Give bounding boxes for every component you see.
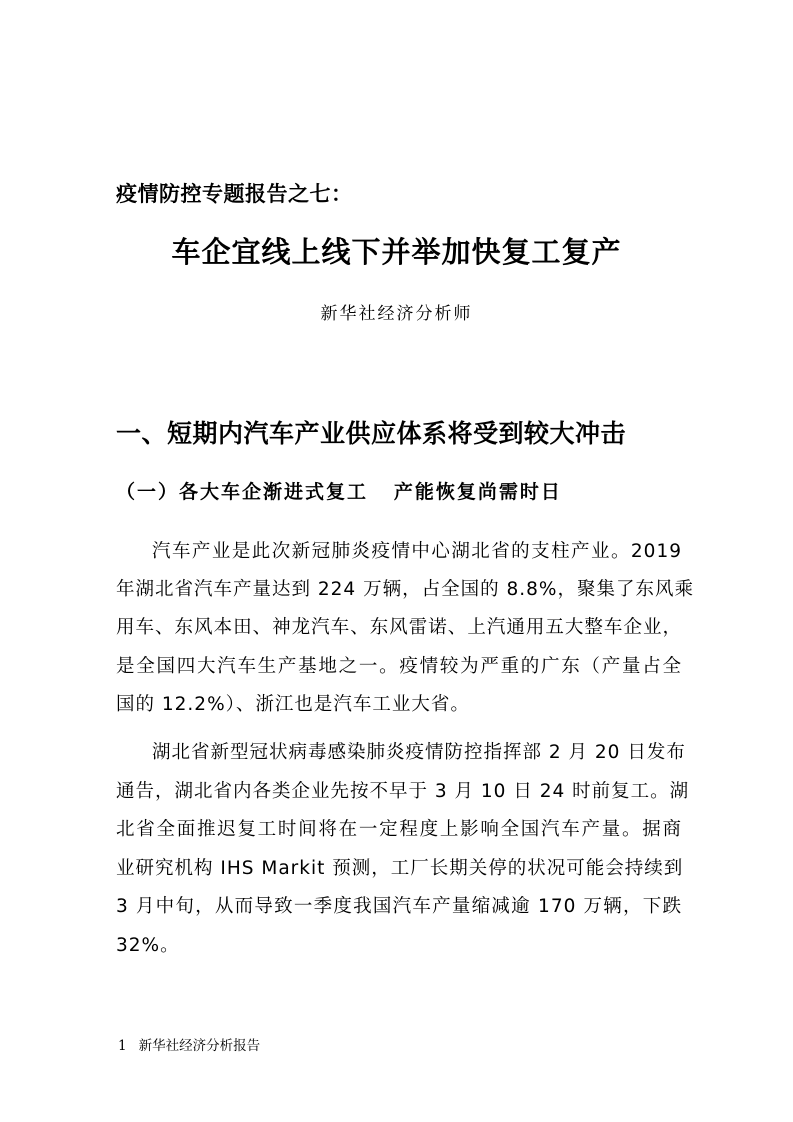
paragraph-line: 北省全面推迟复工时间将在一定程度上影响全国汽车产量。据商 [116, 819, 682, 840]
page-number: 1 [118, 1038, 127, 1054]
sub-heading: （一）各大车企渐进式复工 产能恢复尚需时日 [116, 481, 562, 503]
paragraph-line: 汽车产业是此次新冠肺炎疫情中心湖北省的支柱产业。2019 [152, 541, 682, 562]
paragraph-line: 通告，湖北省内各类企业先按不早于 3 月 10 日 24 时前复工。湖 [116, 781, 690, 802]
author-byline: 新华社经济分析师 [320, 304, 473, 324]
paragraph-line: 3 月中旬，从而导致一季度我国汽车产量缩减逾 170 万辆，下跌 [116, 896, 682, 917]
paragraph-line: 国的 12.2%）、浙江也是汽车工业大省。 [116, 694, 470, 715]
paragraph-line: 是全国四大汽车生产基地之一。疫情较为严重的广东（产量占全 [116, 656, 682, 677]
section-heading: 一、短期内汽车产业供应体系将受到较大冲击 [116, 419, 627, 448]
paragraph-line: 业研究机构 IHS Markit 预测，工厂长期关停的状况可能会持续到 [116, 858, 684, 879]
paragraph-line: 32%。 [116, 935, 180, 956]
paragraph-line: 湖北省新型冠状病毒感染肺炎疫情防控指挥部 2 月 20 日发布 [152, 742, 686, 763]
paragraph-line: 年湖北省汽车产量达到 224 万辆，占全国的 8.8%，聚集了东风乘 [116, 579, 694, 600]
page-title: 车企宜线上线下并举加快复工复产 [171, 235, 622, 269]
page-footer [118, 1034, 260, 1054]
footer-label: 新华社经济分析报告 [138, 1038, 261, 1054]
series-title: 疫情防控专题报告之七： [116, 182, 353, 206]
paragraph-line: 用车、东风本田、神龙汽车、东风雷诺、上汽通用五大整车企业， [116, 617, 682, 638]
